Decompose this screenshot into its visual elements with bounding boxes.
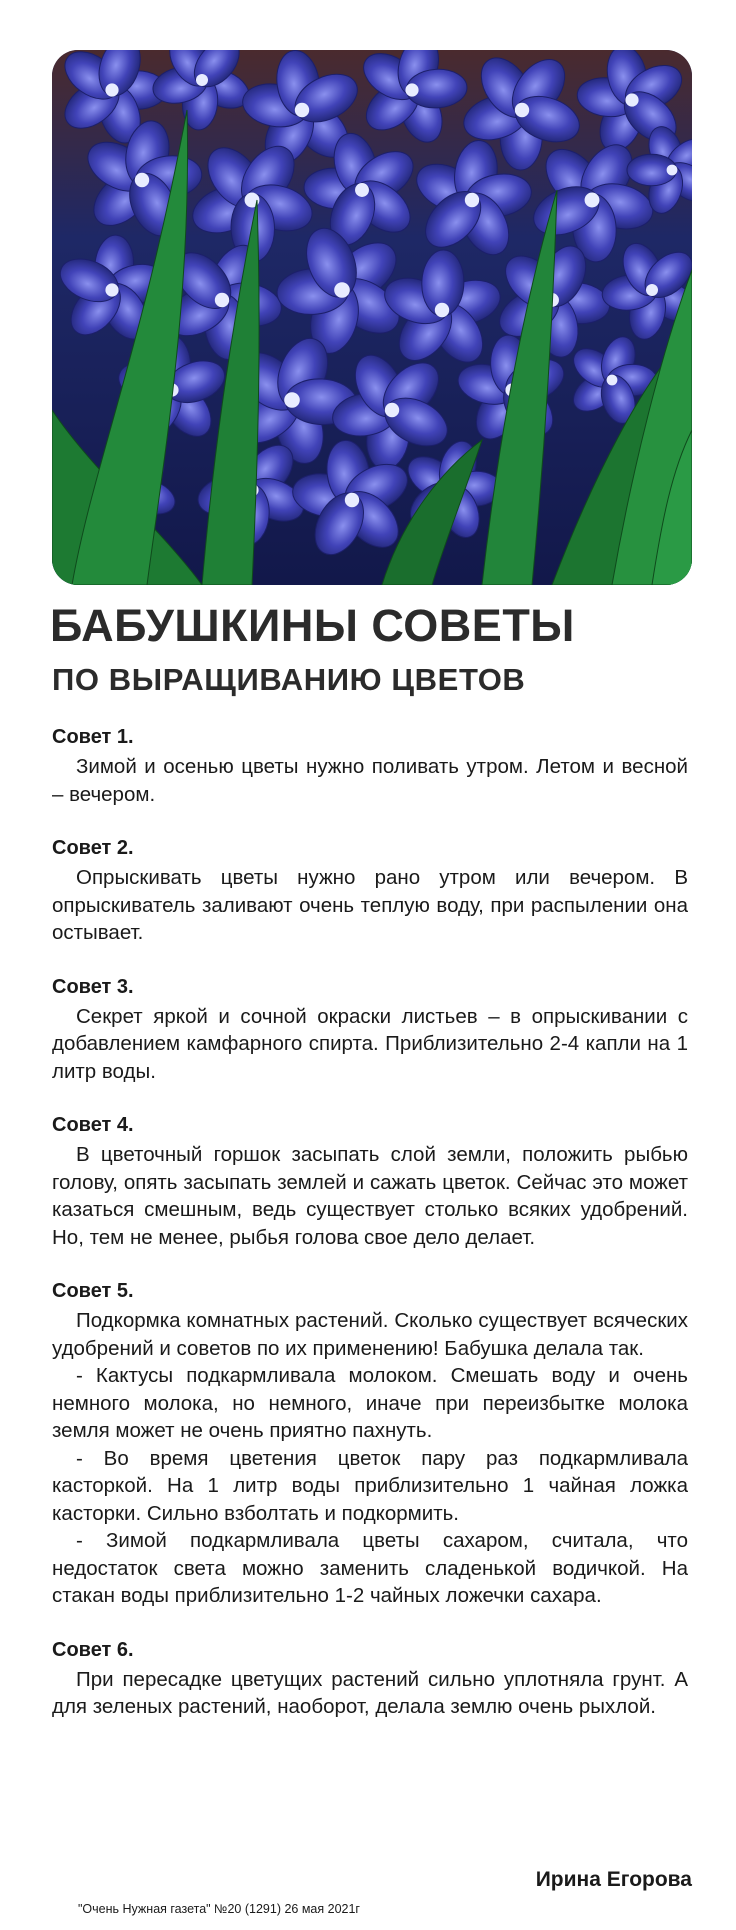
author-name: Ирина Егорова: [535, 1868, 692, 1891]
tip-6: [52, 1637, 688, 1721]
tip-1: [52, 724, 688, 808]
tip-text: При пересадке цветущих растений сильно уплотняла грунт. А для зеленых растений, наоборот, делала землю очень рыхлой.: [52, 1667, 688, 1718]
tip-heading: Совет 4.: [52, 1114, 134, 1136]
tip-text: Подкормка комнатных растений. Сколько существует всяческих удобрений и советов по их применению! Бабушка делала так.: [52, 1309, 688, 1360]
gladiolus-photo: [52, 50, 692, 585]
page-subtitle: ПО ВЫРАЩИВАНИЮ ЦВЕТОВ: [52, 662, 526, 697]
tip-heading: Совет 5.: [52, 1280, 134, 1302]
tip-text: - Зимой подкармливала цветы сахаром, считала, что недостаток света можно заменить сладенькой водичкой. На стакан воды приблизительно 1-2 чайных ложечки сахара.: [52, 1529, 688, 1607]
tip-text: - Кактусы подкармливала молоком. Смешать воду и очень немного молока, но немного, иначе при переизбытке молока земля может не очень приятно пахнуть.: [52, 1364, 688, 1442]
tip-5: [52, 1278, 688, 1610]
tip-text: Секрет яркой и сочной окраски листьев – в опрыскивании с добавлением камфарного спирта. Приблизительно 2-4 капли на 1 литр воды.: [52, 1004, 688, 1083]
tip-text: Опрыскивать цветы нужно рано утром или вечером. В опрыскиватель заливают очень теплую воду, при распылении она остывает.: [52, 866, 688, 944]
tips-list: [52, 724, 688, 1748]
tip-text: Зимой и осенью цветы нужно поливать утром. Летом и весной – вечером.: [52, 755, 688, 806]
tip-3: [52, 974, 688, 1086]
tip-2: [52, 835, 688, 947]
tip-text: - Во время цветения цветок пару раз подкармливала касторкой. На 1 литр воды приблизительно 1 чайная ложка касторки. Сильно взболтать и подкормить.: [52, 1446, 688, 1525]
tip-text: В цветочный горшок засыпать слой земли, положить рыбью голову, опять засыпать землей и сажать цветок. Сейчас это может казаться смешным, ведь существует столько всяких удобрений. Но, тем не менее, рыбья голова свое дело делает.: [52, 1143, 688, 1249]
tip-heading: Совет 3.: [52, 975, 134, 998]
page-title: БАБУШКИНЫ СОВЕТЫ: [50, 600, 575, 651]
flower-illustration: [52, 50, 692, 585]
tip-heading: Совет 6.: [52, 1638, 134, 1661]
tip-4: [52, 1112, 688, 1251]
source-citation: "Очень Нужная газета" №20 (1291) 26 мая 2021г: [78, 1902, 360, 1916]
tip-heading: Совет 1.: [52, 726, 134, 748]
tip-heading: Совет 2.: [52, 837, 134, 859]
